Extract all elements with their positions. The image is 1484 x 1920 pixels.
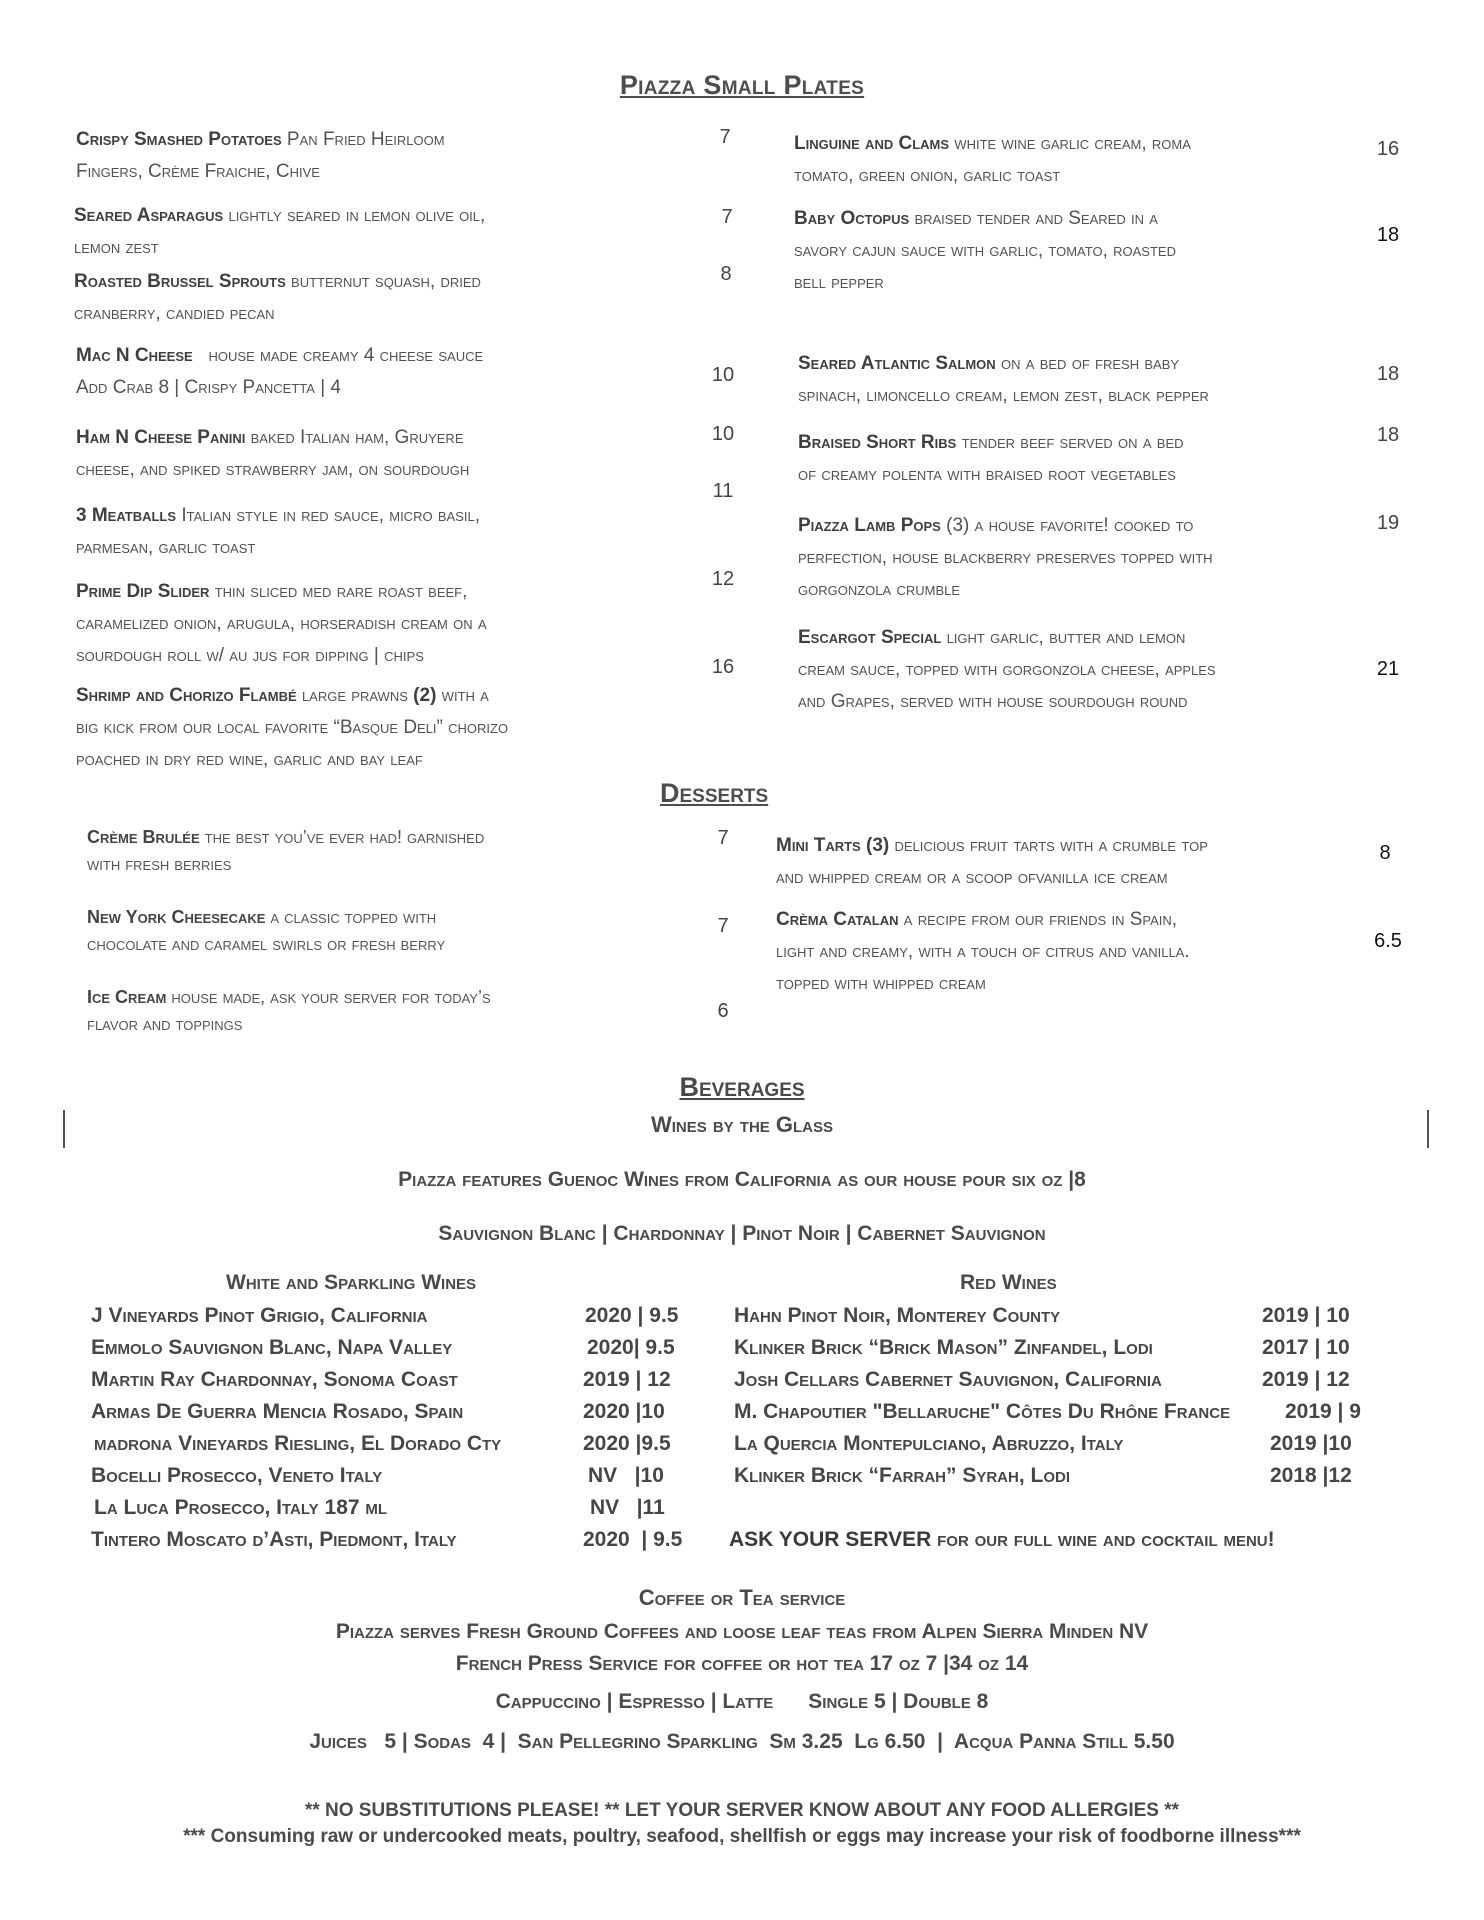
price: 6.5 [1374,930,1402,952]
drinks-line: Juices 5 | Sodas 4 | San Pellegrino Sparkling Sm 3.25 Lg 6.50 | Acqua Panna Still 5.50 [309,1730,1175,1753]
wine-vintage-price: 2020 |10 [583,1400,665,1423]
dessert-item: Ice Cream house made, ask your server for today’s flavor and toppings [87,987,491,1034]
price: 18 [1376,224,1400,246]
wine-name: Martin Ray Chardonnay, Sonoma Coast [91,1368,458,1391]
price: 10 [711,364,735,386]
price: 8 [720,263,732,285]
menu-item: Baby Octopus braised tender and Seared in a savory cajun sauce with garlic, tomato, roasted bell pepper [794,208,1176,293]
price: 7 [717,827,729,849]
wine-vintage-price: 2020 |9.5 [583,1432,671,1455]
price: 7 [717,915,729,937]
menu-item: Crispy Smashed Potatoes Pan Fried Heirloom Fingers, Crème Fraiche, Chive [76,129,445,182]
price: 12 [711,568,735,590]
house-pour: Piazza features Guenoc Wines from California as our house pour six oz |8 [398,1168,1086,1191]
wine-name: M. Chapoutier "Bellaruche" Côtes Du Rhône France [734,1400,1231,1423]
price: 6 [717,1000,729,1022]
wine-name: Klinker Brick “Farrah” Syrah, Lodi [734,1464,1070,1487]
price: 18 [1376,424,1400,446]
dessert-item: Mini Tarts (3) delicious fruit tarts with a crumble top and whipped cream or a scoop ofvanilla ice cream [776,835,1208,888]
price: 16 [1376,138,1400,160]
wine-vintage-price: 2019 | 12 [1262,1368,1350,1391]
wine-name: La Luca Prosecco, Italy 187 ml [94,1496,388,1519]
coffee-line: Piazza serves Fresh Ground Coffees and loose leaf teas from Alpen Sierra Minden NV [335,1620,1149,1643]
french-press-line: French Press Service for coffee or hot tea 17 oz 7 |34 oz 14 [455,1652,1029,1675]
wine-name: Tintero Moscato d’Asti, Piedmont, Italy [91,1528,457,1551]
price: 21 [1376,658,1400,680]
wine-vintage-price: 2020 | 9.5 [585,1304,679,1327]
dessert-item: Crème Brulée the best you’ve ever had! garnished with fresh berries [87,827,485,874]
wine-name: Josh Cellars Cabernet Sauvignon, California [734,1368,1162,1391]
menu-item: Seared Asparagus lightly seared in lemon olive oil, lemon zest [74,205,486,258]
beverages-title: Beverages [679,1072,805,1102]
menu-item: Braised Short Ribs tender beef served on a bed of creamy polenta with braised root vegetables [798,432,1184,485]
price: 8 [1379,842,1391,864]
substitutions-note: ** NO SUBSTITUTIONS PLEASE! ** LET YOUR SERVER KNOW ABOUT ANY FOOD ALLERGIES ** [304,1800,1180,1821]
wine-vintage-price: 2020 | 9.5 [583,1528,683,1551]
varietals: Sauvignon Blanc | Chardonnay | Pinot Noir | Cabernet Sauvignon [438,1222,1046,1245]
espresso-line: Cappuccino | Espresso | Latte Single 5 | Double 8 [495,1690,989,1713]
coffee-title: Coffee or Tea service [638,1585,846,1610]
price: 11 [712,480,734,502]
menu-item: Piazza Lamb Pops (3) a house favorite! cooked to perfection, house blackberry preserves topped with gorgonzola crumble [798,515,1213,600]
wine-vintage-price: NV |10 [588,1464,664,1487]
wine-vintage-price: 2019 |10 [1270,1432,1352,1455]
menu-item: Escargot Special light garlic, butter and lemon cream sauce, topped with gorgonzola cheese, apples and Grapes, served with house sourdough round [798,627,1216,712]
red-wines-header: Red Wines [960,1271,1057,1294]
wine-vintage-price: 2020| 9.5 [587,1336,675,1359]
menu-item: 3 Meatballs Italian style in red sauce, micro basil, parmesan, garlic toast [76,505,480,558]
wine-name: Hahn Pinot Noir, Monterey County [734,1304,1061,1327]
price: 18 [1376,363,1400,385]
menu-item: Seared Atlantic Salmon on a bed of fresh baby spinach, limoncello cream, lemon zest, black pepper [798,353,1209,406]
menu-item: Ham N Cheese Panini baked Italian ham, Gruyere cheese, and spiked strawberry jam, on sourdough [76,427,470,480]
price: 10 [711,423,735,445]
desserts-title: Desserts [660,778,769,808]
white-wines-header: White and Sparkling Wines [226,1271,477,1294]
menu-item: Shrimp and Chorizo Flambé large prawns (2) with a big kick from our local favorite “Basque Deli” chorizo poached in dry red wine, garlic and bay leaf [76,685,509,770]
dessert-item: New York Cheesecake a classic topped with chocolate and caramel swirls or fresh berry [87,907,446,954]
wine-vintage-price: 2018 |12 [1270,1464,1352,1487]
foodborne-warning: *** Consuming raw or undercooked meats, poultry, seafood, shellfish or eggs may increase your risk of foodborne illness*** [183,1826,1301,1847]
wine-name: Klinker Brick “Brick Mason” Zinfandel, Lodi [734,1336,1153,1359]
price: 16 [711,656,735,678]
wine-name: J Vineyards Pinot Grigio, California [91,1304,428,1327]
menu-item: Prime Dip Slider thin sliced med rare roast beef, caramelized onion, arugula, horseradish cream on a sourdough roll w/ au jus for dipping | chips [76,581,487,666]
wine-vintage-price: 2019 | 10 [1262,1304,1350,1327]
price: 19 [1376,512,1400,534]
price: 7 [719,126,731,148]
wine-name: La Quercia Montepulciano, Abruzzo, Italy [734,1432,1124,1455]
menu-item: Roasted Brussel Sprouts butternut squash, dried cranberry, candied pecan [74,271,481,324]
price: 7 [721,206,733,228]
wine-vintage-price: 2017 | 10 [1262,1336,1350,1359]
ask-server-note: ASK YOUR SERVER for our full wine and cocktail menu! [729,1528,1275,1551]
menu-item: Linguine and Clams white wine garlic cream, roma tomato, green onion, garlic toast [794,133,1191,186]
menu-item: Mac N Cheese house made creamy 4 cheese sauce Add Crab 8 | Crispy Pancetta | 4 [76,345,484,398]
wine-name: madrona Vineyards Riesling, El Dorado Cty [94,1432,502,1455]
wine-name: Bocelli Prosecco, Veneto Italy [91,1464,383,1487]
wine-vintage-price: 2019 | 9 [1285,1400,1361,1423]
wines-subtitle: Wines by the Glass [650,1112,834,1137]
wine-vintage-price: NV |11 [590,1496,665,1519]
wine-vintage-price: 2019 | 12 [583,1368,671,1391]
small-plates-title: Piazza Small Plates [619,70,865,100]
dessert-item: Crèma Catalan a recipe from our friends in Spain, light and creamy, with a touch of citrus and vanilla. topped with whipped cream [776,909,1190,994]
wine-name: Armas De Guerra Mencia Rosado, Spain [91,1400,464,1423]
wine-name: Emmolo Sauvignon Blanc, Napa Valley [91,1336,453,1359]
